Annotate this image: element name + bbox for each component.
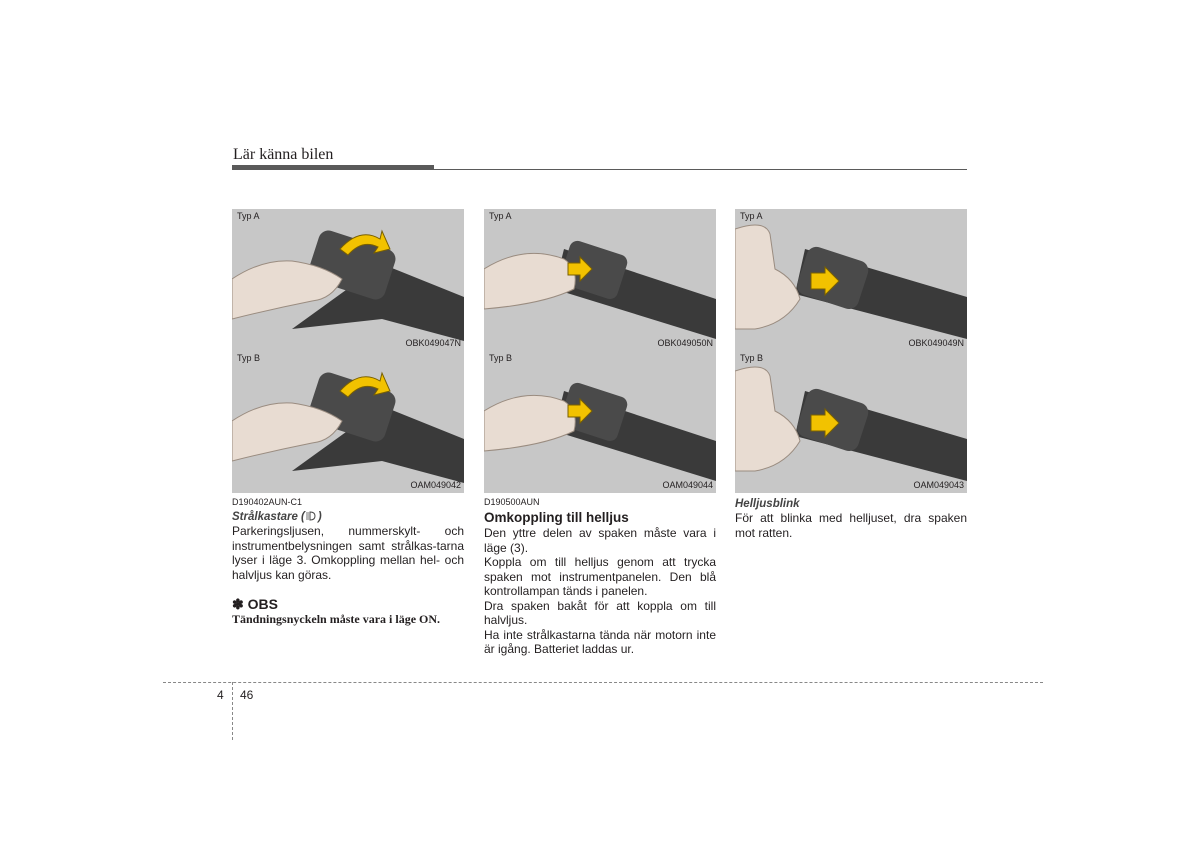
body-text: För att blinka med helljuset, dra spaken mot ratten. — [735, 511, 967, 540]
figure-type-label: Typ B — [740, 353, 764, 363]
doc-code: D190500AUN — [484, 497, 540, 507]
header-rule — [434, 169, 967, 170]
chapter-number: 4 — [217, 688, 224, 702]
headlamp-icon — [305, 511, 318, 521]
lever-illustration — [232, 351, 464, 493]
doc-code: D190402AUN-C1 — [232, 497, 303, 507]
lever-illustration — [484, 209, 716, 351]
paragraph: Koppla om till helljus genom att trycka spaken mot instrumentpanelen. Den blå kontrollampan tänds i panelen. — [484, 555, 716, 598]
header-bar-thick — [232, 165, 434, 170]
figure-code: OBK049050N — [657, 338, 713, 348]
subheading-headlamps: Strålkastare ( ) — [232, 511, 322, 523]
figure-type-label: Typ B — [237, 353, 261, 363]
figure-high-beam-push-typ-a — [484, 209, 716, 351]
figure-type-label: Typ A — [237, 211, 260, 221]
obs-title: ✽ OBS — [232, 596, 278, 612]
figure-code: OBK049047N — [405, 338, 461, 348]
section-title: Lär känna bilen — [233, 146, 334, 163]
footer-divider — [163, 682, 1043, 683]
paragraph: Dra spaken bakåt för att koppla om till halvljus. — [484, 598, 716, 627]
figure-headlamp-switch-typ-a — [232, 209, 464, 351]
figure-code: OAM049043 — [913, 480, 964, 490]
column-flash-to-pass — [735, 497, 967, 540]
figure-flash-to-pass-typ-b — [735, 351, 967, 493]
body-text: Parkeringsljusen, nummerskylt- och instrumentbelysningen samt strålkas-tarna lyser i läge 3. Omkoppling mellan hel- och halvljus kan göras. — [232, 524, 464, 582]
figure-type-label: Typ A — [740, 211, 763, 221]
column-headlamps — [232, 497, 464, 626]
lever-illustration — [232, 209, 464, 351]
obs-text: Tändningsnyckeln måste vara i läge ON. — [232, 612, 441, 626]
figure-type-label: Typ A — [489, 211, 512, 221]
figure-headlamp-switch-typ-b — [232, 351, 464, 493]
subheading-flash-to-pass: Helljusblink — [735, 498, 800, 510]
page-number: 46 — [240, 688, 254, 702]
paragraph: Ha inte strålkastarna tända när motorn inte är igång. Batteriet laddas ur. — [484, 627, 716, 656]
footer-vertical-divider — [232, 682, 233, 740]
figure-flash-to-pass-typ-a — [735, 209, 967, 351]
figure-high-beam-push-typ-b — [484, 351, 716, 493]
lever-illustration — [735, 351, 967, 493]
paragraph: Den yttre delen av spaken måste vara i läge (3). — [484, 526, 716, 555]
figure-code: OBK049049N — [908, 338, 964, 348]
heading-high-beam: Omkoppling till helljus — [484, 510, 629, 525]
lever-illustration — [484, 351, 716, 493]
lever-illustration — [735, 209, 967, 351]
column-high-beam — [484, 497, 716, 657]
figure-code: OAM049044 — [662, 480, 713, 490]
figure-code: OAM049042 — [410, 480, 461, 490]
figure-type-label: Typ B — [489, 353, 513, 363]
